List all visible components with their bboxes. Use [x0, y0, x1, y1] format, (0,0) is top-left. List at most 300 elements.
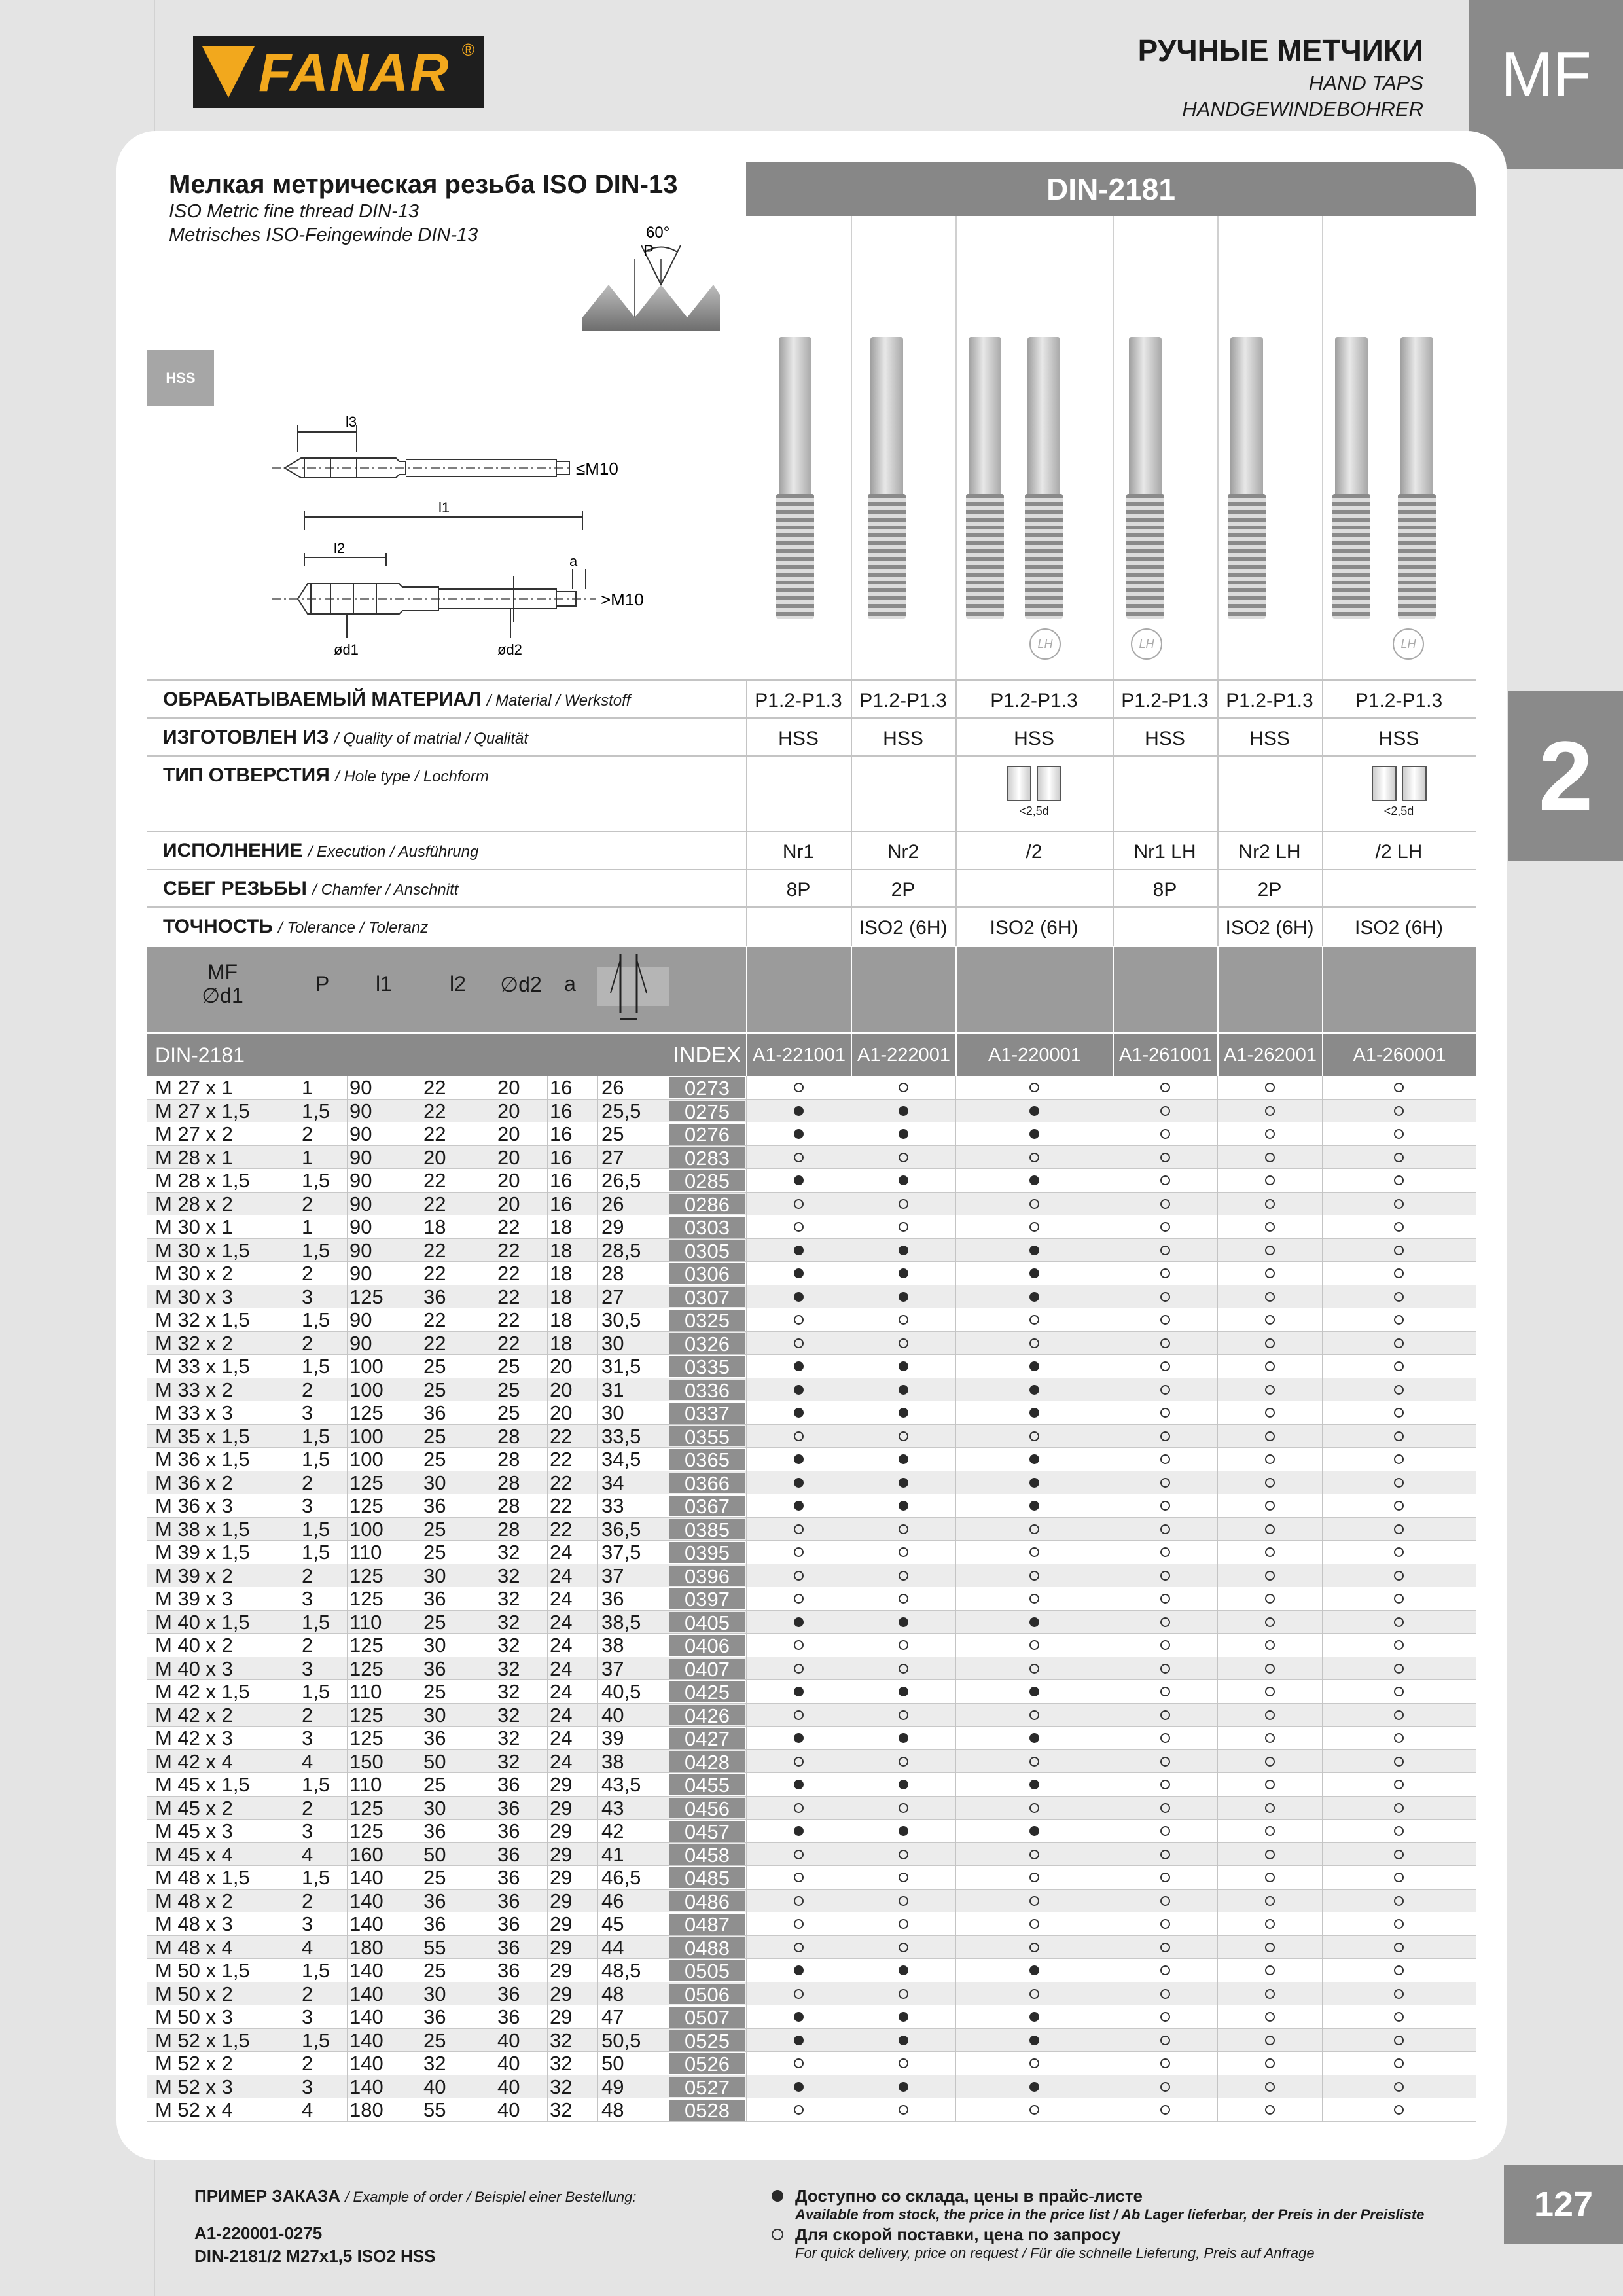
on-request-dot-icon — [794, 1757, 804, 1767]
thread-length: 33,5 — [601, 1424, 641, 1448]
thread-size: M 52 x 2 — [155, 2052, 233, 2075]
on-request-dot-icon — [1029, 1431, 1039, 1441]
on-request-dot-icon — [1160, 1664, 1170, 1674]
available-dot-icon — [794, 1246, 804, 1255]
table-row — [147, 1193, 1476, 1216]
length-l2: 30 — [423, 1796, 446, 1820]
length-l1: 90 — [349, 1169, 372, 1192]
length-l1: 100 — [349, 1448, 383, 1471]
shank-d2: 28 — [497, 1471, 520, 1494]
pitch: 3 — [302, 2075, 313, 2098]
pitch: 2 — [302, 1331, 313, 1355]
shank-d2: 22 — [497, 1262, 520, 1285]
tap-image — [1230, 337, 1263, 619]
tap-a-dimension-icon — [597, 954, 669, 1026]
on-request-dot-icon — [1160, 1408, 1170, 1418]
thread-size: M 27 x 1,5 — [155, 1099, 250, 1122]
on-request-dot-icon — [1160, 1594, 1170, 1604]
available-dot-icon — [899, 1268, 908, 1278]
product-code-header: A1-221001 — [746, 1034, 851, 1076]
thread-size: M 45 x 4 — [155, 1842, 233, 1866]
square-a: 29 — [550, 2005, 573, 2028]
available-dot-icon — [1029, 2082, 1039, 2092]
available-dot-icon — [794, 1826, 804, 1836]
available-dot-icon — [1029, 1268, 1039, 1278]
index-code: 0365 — [669, 1449, 745, 1470]
property-value: 8P — [786, 879, 811, 901]
shank-d2: 20 — [497, 1145, 520, 1169]
on-request-dot-icon — [1265, 1733, 1275, 1743]
on-request-dot-icon — [1394, 1664, 1404, 1674]
on-request-dot-icon — [1394, 1826, 1404, 1836]
index-code: 0527 — [669, 2077, 745, 2098]
pitch: 1,5 — [302, 1355, 330, 1378]
table-row — [147, 1866, 1476, 1890]
on-request-dot-icon — [1394, 1803, 1404, 1813]
available-dot-icon — [899, 1246, 908, 1255]
available-dot-icon — [794, 1617, 804, 1627]
square-a: 32 — [550, 2052, 573, 2075]
on-request-dot-icon — [1160, 1129, 1170, 1139]
length-l1: 90 — [349, 1215, 372, 1238]
shank-d2: 22 — [497, 1215, 520, 1238]
thread-size: M 45 x 2 — [155, 1796, 233, 1820]
index-code: 0367 — [669, 1496, 745, 1516]
shank-d2: 36 — [497, 1912, 520, 1935]
thread-length: 45 — [601, 1912, 624, 1935]
length-l2: 30 — [423, 1471, 446, 1494]
on-request-dot-icon — [1029, 1222, 1039, 1232]
on-request-dot-icon — [1394, 1873, 1404, 1882]
on-request-dot-icon — [1160, 1850, 1170, 1859]
thread-length: 30 — [601, 1331, 624, 1355]
on-request-dot-icon — [1394, 1385, 1404, 1395]
on-request-dot-icon — [772, 2229, 783, 2240]
on-request-dot-icon — [1160, 1826, 1170, 1836]
thread-length: 31,5 — [601, 1355, 641, 1378]
on-request-dot-icon — [1265, 2012, 1275, 2022]
available-dot-icon — [899, 1826, 908, 1836]
on-request-dot-icon — [1394, 1640, 1404, 1650]
index-code: 0526 — [669, 2053, 745, 2074]
length-l2: 30 — [423, 1564, 446, 1587]
tap-image — [779, 337, 812, 619]
on-request-dot-icon — [899, 1153, 908, 1162]
on-request-dot-icon — [899, 2058, 908, 2068]
on-request-dot-icon — [1029, 1153, 1039, 1162]
length-l2: 36 — [423, 2005, 446, 2028]
square-a: 22 — [550, 1471, 573, 1494]
thread-size: M 35 x 1,5 — [155, 1424, 250, 1448]
available-dot-icon — [899, 1292, 908, 1302]
on-request-dot-icon — [899, 1664, 908, 1674]
property-value: P1.2-P1.3 — [1121, 690, 1209, 711]
square-a: 32 — [550, 2098, 573, 2121]
square-a: 20 — [550, 1378, 573, 1401]
pitch: 2 — [302, 1122, 313, 1145]
square-a: 18 — [550, 1331, 573, 1355]
length-l1: 140 — [349, 2028, 383, 2052]
index-code: 0335 — [669, 1356, 745, 1377]
on-request-dot-icon — [1265, 2036, 1275, 2045]
square-a: 29 — [550, 1935, 573, 1959]
on-request-dot-icon — [1029, 1083, 1039, 1092]
on-request-dot-icon — [1394, 1175, 1404, 1185]
thread-length: 36,5 — [601, 1517, 641, 1541]
on-request-dot-icon — [1029, 1524, 1039, 1534]
thread-size: M 48 x 1,5 — [155, 1866, 250, 1889]
thread-size: M 48 x 3 — [155, 1912, 233, 1935]
length-l1: 140 — [349, 1889, 383, 1912]
table-row — [147, 1285, 1476, 1309]
on-request-dot-icon — [1160, 1361, 1170, 1371]
on-request-dot-icon — [1029, 1338, 1039, 1348]
on-request-dot-icon — [1394, 1710, 1404, 1720]
available-dot-icon — [772, 2190, 783, 2202]
on-request-dot-icon — [1265, 2082, 1275, 2092]
on-request-dot-icon — [1160, 1780, 1170, 1789]
on-request-dot-icon — [1394, 2105, 1404, 2115]
length-l1: 125 — [349, 1494, 383, 1517]
on-request-dot-icon — [1394, 1338, 1404, 1348]
thread-length: 33 — [601, 1494, 624, 1517]
property-value: P1.2-P1.3 — [755, 690, 842, 711]
page-title: РУЧНЫЕ МЕТЧИКИ — [1137, 33, 1423, 67]
property-value: 8P — [1152, 879, 1177, 901]
on-request-dot-icon — [1394, 1408, 1404, 1418]
available-dot-icon — [794, 1780, 804, 1789]
thread-length: 28,5 — [601, 1238, 641, 1262]
thread-length: 50,5 — [601, 2028, 641, 2052]
length-l2: 36 — [423, 1889, 446, 1912]
thread-size: M 39 x 1,5 — [155, 1541, 250, 1564]
thread-length: 48 — [601, 1982, 624, 2005]
tap-image — [870, 337, 903, 619]
index-code: 0456 — [669, 1798, 745, 1819]
table-row — [147, 1797, 1476, 1820]
available-dot-icon — [1029, 1361, 1039, 1371]
length-l1: 125 — [349, 1285, 383, 1308]
length-l2: 55 — [423, 2098, 446, 2121]
table-row — [147, 1773, 1476, 1797]
available-dot-icon — [1029, 1687, 1039, 1696]
property-value: Nr1 LH — [1133, 841, 1196, 863]
pitch: 2 — [302, 1889, 313, 1912]
on-request-dot-icon — [1160, 2082, 1170, 2092]
length-l1: 125 — [349, 1564, 383, 1587]
length-l2: 25 — [423, 1866, 446, 1889]
table-row — [147, 2005, 1476, 2029]
available-dot-icon — [899, 2036, 908, 2045]
on-request-dot-icon — [794, 1547, 804, 1557]
thread-length: 29 — [601, 1215, 624, 1238]
shank-d2: 28 — [497, 1494, 520, 1517]
on-request-dot-icon — [1265, 1664, 1275, 1674]
available-dot-icon — [899, 1478, 908, 1488]
table-row — [147, 1355, 1476, 1378]
on-request-dot-icon — [1394, 1617, 1404, 1627]
length-l1: 150 — [349, 1749, 383, 1773]
pitch-label: P — [643, 242, 654, 260]
thread-size: M 42 x 2 — [155, 1703, 233, 1727]
on-request-dot-icon — [1029, 2105, 1039, 2115]
available-dot-icon — [1029, 1501, 1039, 1511]
square-a: 24 — [550, 1610, 573, 1634]
property-label-ru: ОБРАБАТЫВАЕМЫЙ МАТЕРИАЛ — [163, 689, 482, 710]
available-dot-icon — [899, 1408, 908, 1418]
length-l2: 22 — [423, 1238, 446, 1262]
index-code: 0325 — [669, 1310, 745, 1331]
table-row — [147, 1332, 1476, 1355]
thread-length: 40 — [601, 1703, 624, 1727]
length-l1: 90 — [349, 1076, 372, 1099]
length-l2: 25 — [423, 1610, 446, 1634]
index-code: 0285 — [669, 1170, 745, 1191]
on-request-dot-icon — [794, 1664, 804, 1674]
pitch: 4 — [302, 1935, 313, 1959]
thread-size: M 32 x 2 — [155, 1331, 233, 1355]
property-value: P1.2-P1.3 — [859, 690, 947, 711]
on-request-dot-icon — [1394, 1850, 1404, 1859]
on-request-dot-icon — [794, 1083, 804, 1092]
length-l1: 140 — [349, 2052, 383, 2075]
index-code: 0528 — [669, 2100, 745, 2121]
thread-length: 48,5 — [601, 1959, 641, 1982]
square-a: 20 — [550, 1401, 573, 1424]
stock-label: Доступно со склада, цены в прайс-листе — [795, 2186, 1143, 2206]
on-request-dot-icon — [1160, 1385, 1170, 1395]
tap-images-area — [746, 216, 1476, 681]
thread-size: M 27 x 1 — [155, 1076, 233, 1099]
property-label-tr: / Quality of matrial / Qualität — [334, 730, 529, 747]
length-l2: 36 — [423, 1727, 446, 1749]
thread-length: 40,5 — [601, 1680, 641, 1703]
on-request-dot-icon — [1265, 2105, 1275, 2115]
index-code: 0395 — [669, 1542, 745, 1563]
index-code: 0506 — [669, 1984, 745, 2005]
square-a: 18 — [550, 1215, 573, 1238]
property-row — [147, 831, 1476, 870]
square-a: 24 — [550, 1541, 573, 1564]
on-request-dot-icon — [899, 1943, 908, 1952]
on-request-dot-icon — [1265, 1640, 1275, 1650]
square-a: 16 — [550, 1099, 573, 1122]
table-row — [147, 1564, 1476, 1588]
length-l1: 90 — [349, 1099, 372, 1122]
on-request-dot-icon — [1265, 1083, 1275, 1092]
on-request-dot-icon — [1394, 1733, 1404, 1743]
table-row — [147, 1890, 1476, 1913]
thread-size: M 50 x 3 — [155, 2005, 233, 2028]
on-request-dot-icon — [899, 1640, 908, 1650]
property-value: HSS — [1014, 728, 1054, 749]
on-request-dot-icon — [1394, 1454, 1404, 1464]
pitch: 1,5 — [302, 1424, 330, 1448]
pitch: 1,5 — [302, 1448, 330, 1471]
on-request-dot-icon — [1029, 1594, 1039, 1604]
on-request-dot-icon — [1394, 2058, 1404, 2068]
square-a: 16 — [550, 1192, 573, 1215]
pitch: 2 — [302, 2052, 313, 2075]
length-l2: 25 — [423, 2028, 446, 2052]
index-header-row — [147, 1034, 1476, 1076]
length-l2: 36 — [423, 1820, 446, 1842]
square-a: 16 — [550, 1076, 573, 1099]
on-request-dot-icon — [1394, 1106, 1404, 1116]
on-request-dot-icon — [1394, 1478, 1404, 1488]
shank-d2: 36 — [497, 1935, 520, 1959]
property-value: HSS — [883, 728, 923, 749]
thread-length: 38,5 — [601, 1610, 641, 1634]
on-request-dot-icon — [1160, 1478, 1170, 1488]
thread-size: M 39 x 2 — [155, 1564, 233, 1587]
length-l2: 36 — [423, 1494, 446, 1517]
index-code: 0426 — [669, 1705, 745, 1726]
on-request-dot-icon — [1394, 1896, 1404, 1906]
length-l1: 125 — [349, 1727, 383, 1749]
index-code: 0336 — [669, 1380, 745, 1401]
on-request-dot-icon — [1265, 1757, 1275, 1767]
on-request-dot-icon — [1029, 1896, 1039, 1906]
square-a: 16 — [550, 1145, 573, 1169]
thread-length: 38 — [601, 1749, 624, 1773]
available-dot-icon — [1029, 1175, 1039, 1185]
square-a: 22 — [550, 1517, 573, 1541]
available-dot-icon — [899, 1385, 908, 1395]
table-row — [147, 1843, 1476, 1867]
table-row — [147, 1239, 1476, 1263]
property-row — [147, 869, 1476, 908]
on-request-dot-icon — [1160, 1710, 1170, 1720]
available-dot-icon — [899, 2012, 908, 2022]
length-l1: 100 — [349, 1355, 383, 1378]
thread-size: M 42 x 3 — [155, 1727, 233, 1749]
page-subtitle-en: HAND TAPS — [1308, 71, 1423, 94]
square-a: 24 — [550, 1564, 573, 1587]
on-request-dot-icon — [1160, 1153, 1170, 1162]
on-request-dot-icon — [1394, 1129, 1404, 1139]
tap-image — [1129, 337, 1162, 619]
shank-d2: 25 — [497, 1401, 520, 1424]
square-a: 24 — [550, 1703, 573, 1727]
thread-length: 50 — [601, 2052, 624, 2075]
length-l2: 22 — [423, 1076, 446, 1099]
tap-image — [1335, 337, 1368, 619]
length-l1: 90 — [349, 1308, 372, 1331]
pitch: 2 — [302, 1796, 313, 1820]
table-row — [147, 1727, 1476, 1750]
on-request-dot-icon — [1394, 2082, 1404, 2092]
thread-size: M 36 x 3 — [155, 1494, 233, 1517]
section-tab: 2 — [1508, 691, 1623, 861]
tap-image — [1400, 337, 1433, 619]
index-code: 0396 — [669, 1566, 745, 1587]
thread-length: 38 — [601, 1634, 624, 1657]
material-badge: HSS — [147, 350, 214, 406]
thread-size: M 28 x 2 — [155, 1192, 233, 1215]
available-dot-icon — [794, 1175, 804, 1185]
on-request-dot-icon — [899, 1850, 908, 1859]
blind-hole-icon — [1001, 766, 1067, 825]
length-l2: 36 — [423, 1401, 446, 1424]
property-label-ru: ТИП ОТВЕРСТИЯ — [163, 764, 330, 786]
length-l2: 40 — [423, 2075, 446, 2098]
shank-d2: 32 — [497, 1541, 520, 1564]
on-request-dot-icon — [794, 2105, 804, 2115]
shank-d2: 22 — [497, 1285, 520, 1308]
length-l1: 140 — [349, 2005, 383, 2028]
on-request-dot-icon — [1265, 1571, 1275, 1581]
thread-length: 25 — [601, 1122, 624, 1145]
on-request-dot-icon — [1160, 2058, 1170, 2068]
shank-d2: 20 — [497, 1099, 520, 1122]
on-request-dot-icon — [1394, 1780, 1404, 1789]
on-request-dot-icon — [794, 1640, 804, 1650]
on-request-dot-icon — [1029, 1547, 1039, 1557]
table-row — [147, 1100, 1476, 1123]
table-row — [147, 1518, 1476, 1541]
available-dot-icon — [794, 1478, 804, 1488]
on-request-dot-icon — [794, 2058, 804, 2068]
on-request-dot-icon — [1265, 1965, 1275, 1975]
thread-size: M 52 x 4 — [155, 2098, 233, 2121]
shank-d2: 20 — [497, 1169, 520, 1192]
length-l2: 22 — [423, 1169, 446, 1192]
on-request-dot-icon — [1160, 2036, 1170, 2045]
on-request-dot-icon — [1265, 1873, 1275, 1882]
on-request-dot-icon — [794, 1896, 804, 1906]
shank-d2: 36 — [497, 1820, 520, 1842]
shank-d2: 40 — [497, 2052, 520, 2075]
thread-size: M 52 x 3 — [155, 2075, 233, 2098]
on-request-dot-icon — [794, 1571, 804, 1581]
pitch: 1,5 — [302, 2028, 330, 2052]
blind-hole-icon — [1366, 766, 1432, 825]
length-l1: 180 — [349, 1935, 383, 1959]
length-l2: 25 — [423, 1959, 446, 1982]
property-label-ru: СБЕГ РЕЗЬБЫ — [163, 878, 307, 899]
thread-length: 27 — [601, 1285, 624, 1308]
on-request-dot-icon — [1160, 1571, 1170, 1581]
on-request-dot-icon — [899, 1431, 908, 1441]
pitch: 3 — [302, 1587, 313, 1610]
on-request-dot-icon — [1265, 1454, 1275, 1464]
available-dot-icon — [794, 2082, 804, 2092]
on-request-dot-icon — [899, 1757, 908, 1767]
square-a: 32 — [550, 2075, 573, 2098]
index-code: 0425 — [669, 1681, 745, 1702]
on-request-dot-icon — [1394, 1571, 1404, 1581]
col-mf: MF — [207, 960, 238, 984]
length-l1: 125 — [349, 1796, 383, 1820]
available-dot-icon — [1029, 1292, 1039, 1302]
shank-d2: 25 — [497, 1355, 520, 1378]
table-row — [147, 1494, 1476, 1518]
length-l1: 110 — [349, 1541, 382, 1564]
property-label-tr: / Tolerance / Toleranz — [278, 919, 429, 937]
on-request-dot-icon — [1265, 1989, 1275, 1999]
on-request-dot-icon — [1160, 1943, 1170, 1952]
pitch: 3 — [302, 1820, 313, 1842]
thread-size: M 40 x 1,5 — [155, 1610, 250, 1634]
length-l1: 125 — [349, 1703, 383, 1727]
table-row — [147, 1146, 1476, 1170]
on-request-dot-icon — [794, 1153, 804, 1162]
available-dot-icon — [1029, 1454, 1039, 1464]
length-l1: 100 — [349, 1378, 383, 1401]
thread-length: 26 — [601, 1076, 624, 1099]
length-l1: 90 — [349, 1262, 372, 1285]
